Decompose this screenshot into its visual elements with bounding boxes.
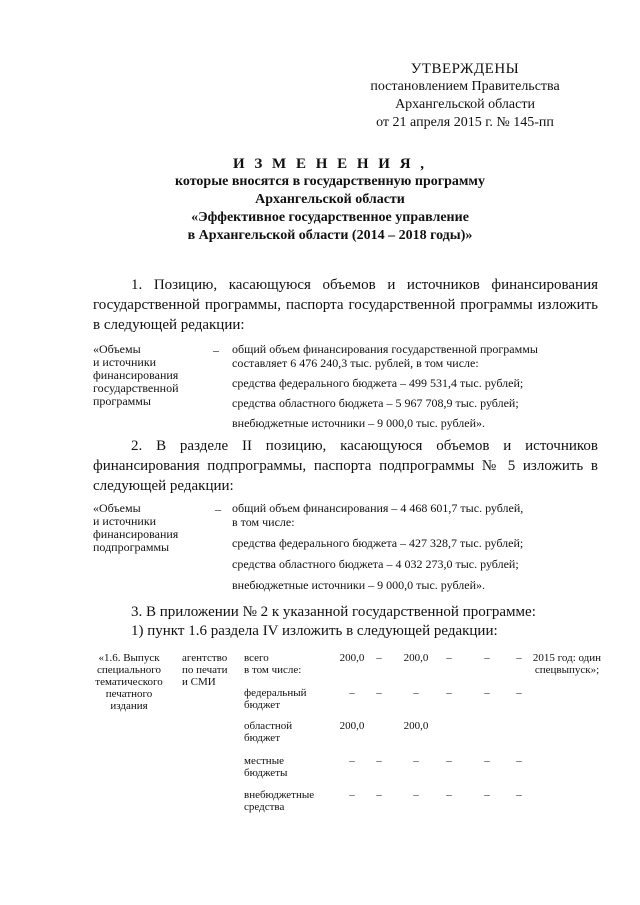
item-3-subitem: 1) пункт 1.6 раздела IV изложить в следующей редакции: [131,623,498,639]
table-cell-value: 200,0 [403,720,429,732]
title-heading: И З М Е Н Е Н И Я , [232,156,428,172]
table-row-source [244,789,328,813]
table-cell-value: – [446,755,452,767]
block-2-line: внебюджетные источники – 9 000,0 тыс. рублей». [232,578,486,592]
label-line: государственной [93,381,179,395]
approval-line: Архангельской области [395,97,535,112]
block-2-line: в том числе: [232,515,295,529]
block-1-line: средства областного бюджета – 5 967 708,9 тыс. рублей; [232,396,519,410]
table-cell-value: – [516,652,522,664]
block-2-line: средства областного бюджета – 4 032 273,0 тыс. рублей; [232,557,519,571]
table-row-source [244,687,328,711]
table-item-name [90,652,168,712]
table-row-source [244,652,328,676]
table-cell-value: – [446,789,452,801]
cell-line: тематического [95,676,163,688]
table-cell-value: – [446,687,452,699]
label-line: и источники [93,355,157,369]
cell-line: бюджет [244,732,280,744]
table-cell-value: – [349,687,355,699]
cell-line: специального [96,664,162,676]
cell-line: издания [110,700,148,712]
block-2-line: общий объем финансирования – 4 468 601,7 тыс. рублей, [232,501,524,515]
table-cell-value: – [484,789,490,801]
table-cell-value: – [484,652,490,664]
label-line: финансирования [93,368,179,382]
label-line: подпрограммы [93,540,170,554]
approval-date: от 21 апреля 2015 г. № 145-пп [376,115,554,130]
cell-line: местные [244,755,284,767]
table-note [527,652,607,676]
approval-heading: УТВЕРЖДЕНЫ [410,61,520,77]
cell-line: 2015 год: один [532,652,602,664]
cell-line: и СМИ [182,676,216,688]
block-2-dash: – [215,502,221,516]
table-row-source [244,720,328,744]
cell-line: всего [244,652,269,664]
table-cell-value: – [516,755,522,767]
cell-line: бюджеты [244,767,288,779]
cell-line: областной [244,720,293,732]
table-cell-value: – [376,687,382,699]
label-line: программы [93,394,151,408]
table-cell-value: – [516,687,522,699]
title-line: в Архангельской области (2014 – 2018 годы)» [187,228,473,243]
table-cell-value: – [516,789,522,801]
table-cell-value: 200,0 [339,652,365,664]
label-line: «Объемы [93,501,141,515]
document-title [120,155,540,245]
table-cell-value: – [484,755,490,767]
block-1-line: составляет 6 476 240,3 тыс. рублей, в том числе: [232,356,479,370]
cell-line: печатного [105,688,153,700]
table-cell-value: – [413,687,419,699]
item-2-paragraph: 2. В разделе II позицию, касающуюся объемов и источников финансирования подпрограммы, паспорта подпрограммы № 5 изложить в следующей редакции: [93,438,598,494]
table-row-source [244,755,328,779]
item-1-paragraph: 1. Позицию, касающуюся объемов и источников финансирования государственной программы, паспорта государственной программы изложить в следующей редакции: [93,277,598,333]
cell-line: в том числе: [244,664,302,676]
title-line: которые вносятся в государственную программу [175,174,485,189]
block-1-line: общий объем финансирования государственной программы [232,342,538,356]
cell-line: спецвыпуск»; [534,664,600,676]
block-1-line: средства федерального бюджета – 499 531,4 тыс. рублей; [232,376,524,390]
label-line: «Объемы [93,342,141,356]
table-cell-value: – [376,789,382,801]
label-line: и источники [93,514,157,528]
table-cell-value: – [446,652,452,664]
table-cell-value: 200,0 [403,652,429,664]
table-cell-value: – [376,652,382,664]
approval-line: постановлением Правительства [370,79,560,94]
table-cell-value: 200,0 [339,720,365,732]
block-2-label [93,502,193,554]
table-executor [182,652,238,688]
block-2-line: средства федерального бюджета – 427 328,7 тыс. рублей; [232,536,524,550]
table-cell-value: – [413,789,419,801]
cell-line: бюджет [244,699,280,711]
table-cell-value: – [376,755,382,767]
label-line: финансирования [93,527,179,541]
title-line: Архангельской области [255,192,405,207]
cell-line: агентство [182,652,228,664]
block-1-line: внебюджетные источники – 9 000,0 тыс. рублей». [232,416,486,430]
table-cell-value: – [413,755,419,767]
cell-line: федеральный [244,687,307,699]
approval-block [330,60,600,132]
table-cell-value: – [349,755,355,767]
block-1-label [93,343,193,408]
block-1-dash: – [213,343,219,357]
table-cell-value: – [484,687,490,699]
table-cell-value: – [349,789,355,801]
cell-line: средства [244,801,285,813]
cell-line: внебюджетные [244,789,315,801]
title-line: «Эффективное государственное управление [191,210,469,225]
item-3-line: 3. В приложении № 2 к указанной государственной программе: [131,604,536,620]
cell-line: «1.6. Выпуск [98,652,160,664]
cell-line: по печати [182,664,228,676]
